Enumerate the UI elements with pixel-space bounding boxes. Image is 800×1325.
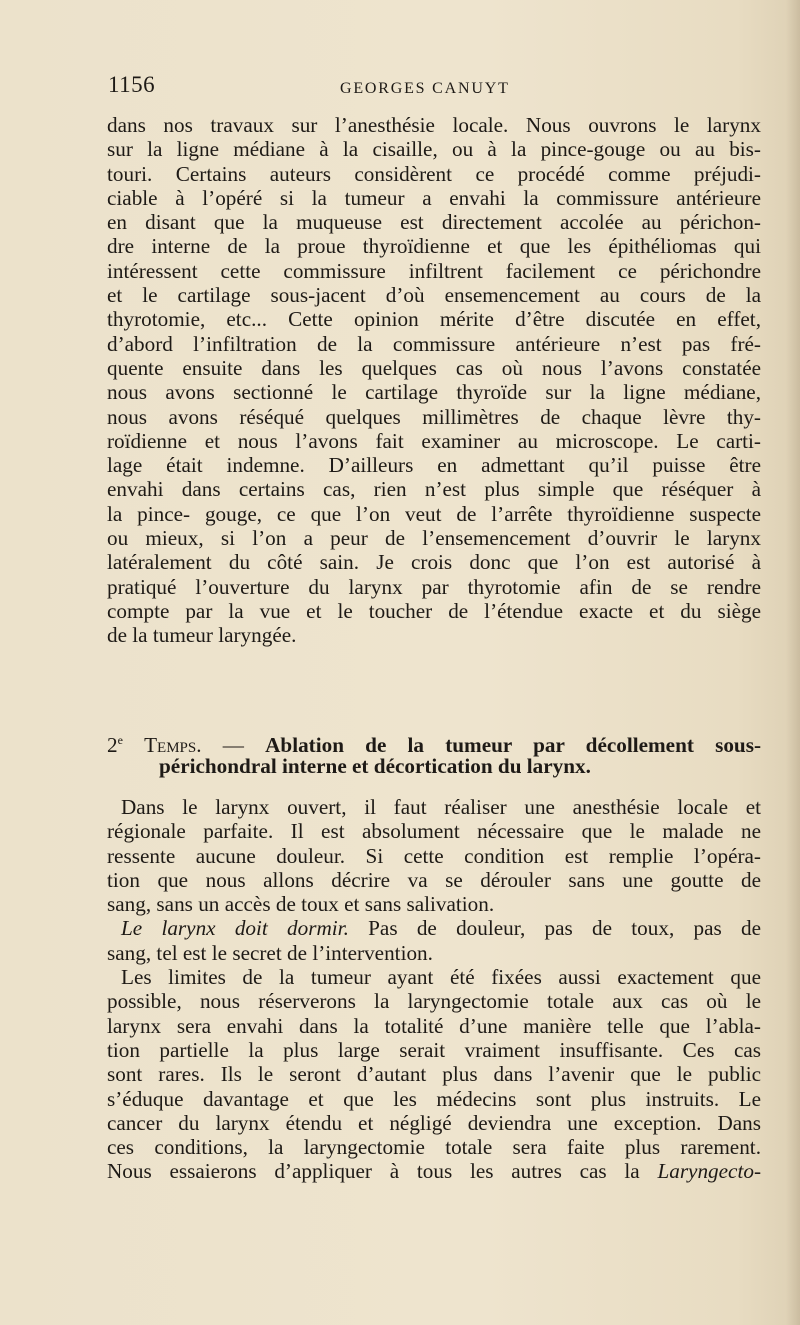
section-number: 2 — [107, 733, 118, 758]
text-line: possible, nous réserverons la laryngectomie totale aux cas où le — [107, 989, 761, 1014]
text-line: dans nos travaux sur l’anesthésie locale. Nous ouvrons le larynx — [107, 113, 761, 137]
text-line: régionale parfaite. Il est absolument nécessaire que le malade ne — [107, 819, 761, 844]
text-line: touri. Certains auteurs considèrent ce procédé comme préjudi- — [107, 161, 761, 186]
text-line: Dans le larynx ouvert, il faut réaliser une anesthésie locale et — [121, 795, 761, 819]
text-line: Les limites de la tumeur ayant été fixées aussi exactement que — [121, 965, 761, 990]
text-line: pratiqué l’ouverture du larynx par thyrotomie afin de se rendre — [107, 574, 761, 599]
page-edge-shadow — [786, 0, 800, 1325]
italic-term: Laryngecto- — [657, 1159, 761, 1184]
page-header — [108, 72, 764, 102]
text-line: la pince- gouge, ce que l’on veut de l’arrête thyroïdienne suspecte — [107, 501, 761, 526]
text-line: de la tumeur laryngée. — [107, 623, 297, 648]
text-line: et le cartilage sous-jacent d’où ensemencement au cours de la — [107, 283, 761, 308]
text-line: quente ensuite dans les quelques cas où nous l’avons constatée — [107, 355, 761, 380]
italic-lead: Le larynx doit dormir. — [121, 916, 349, 941]
section-label: Temps. — [144, 733, 202, 758]
text-line: ciable à l’opéré si la tumeur a envahi la commissure antérieure — [107, 185, 761, 210]
section-number-suffix: e — [117, 733, 123, 747]
text-line: s’éduque davantage et que les médecins sont plus instruits. Le — [107, 1086, 761, 1111]
text-line: ressente aucune douleur. Si cette condition est remplie l’opéra- — [107, 843, 761, 868]
text-line: ou mieux, si l’on a peur de l’ensemencement d’ouvrir le larynx — [107, 526, 761, 551]
text-line: thyrotomie, etc... Cette opinion mérite d’être discutée en effet, — [107, 307, 761, 332]
text-line: d’abord l’infiltration de la commissure antérieure n’est pas fré- — [107, 331, 761, 356]
text-line: sang, tel est le secret de l’intervention. — [107, 940, 433, 965]
paragraphs-after-heading — [107, 795, 761, 1184]
section-title-part-1: Ablation de la tumeur par décollement sous- — [265, 733, 762, 758]
text-line: latéralement du côté sain. Je crois donc que l’on est autorisé à — [107, 550, 761, 575]
text-line: intéressent cette commissure infiltrent facilement ce périchondre — [107, 258, 761, 283]
text-line: roïdienne et nous l’avons fait examiner au microscope. Le carti- — [107, 428, 761, 453]
text-line: compte par la vue et le toucher de l’étendue exacte et du siège — [107, 598, 761, 623]
running-head: GEORGES CANUYT — [340, 80, 510, 97]
text-line: nous avons sectionné le cartilage thyroïde sur la ligne médiane, — [107, 380, 761, 405]
section-dash: — — [222, 733, 244, 758]
section-heading — [107, 727, 761, 779]
section-heading-line-1 — [107, 727, 762, 758]
text-line: cancer du larynx étendu et négligé deviendra une exception. Dans — [107, 1110, 761, 1135]
text-line: ces conditions, la laryngectomie totale sera faite plus rarement. — [107, 1135, 761, 1160]
text-line: larynx sera envahi dans la totalité d’une manière telle que l’abla- — [107, 1013, 761, 1038]
text-line: sur la ligne médiane à la cisaille, ou à la pince-gouge ou au bis- — [107, 137, 761, 162]
text-line: tion partielle la plus large serait vraiment insuffisante. Ces cas — [107, 1037, 761, 1062]
text-line: en disant que la muqueuse est directement accolée au périchon- — [107, 210, 761, 235]
text-fragment: Pas de douleur, pas de toux, pas de — [348, 916, 762, 941]
text-fragment: Nous essaierons d’appliquer à tous les autres cas la — [107, 1159, 658, 1184]
text-line: sang, sans un accès de toux et sans salivation. — [107, 892, 495, 917]
text-line: lage était indemne. D’ailleurs en admettant qu’il puisse être — [107, 453, 761, 478]
text-line: nous avons réséqué quelques millimètres de chaque lèvre thy- — [107, 404, 761, 429]
text-line — [107, 1159, 761, 1183]
text-line: sont rares. Ils le seront d’autant plus dans l’avenir que le public — [107, 1062, 761, 1087]
text-line — [107, 916, 761, 940]
text-line: tion que nous allons décrire va se dérouler sans une goutte de — [107, 867, 761, 892]
paragraph-continued — [107, 113, 761, 648]
page-number: 1156 — [108, 72, 156, 97]
text-line: envahi dans certains cas, rien n’est plus simple que réséquer à — [107, 477, 761, 502]
text-line: dre interne de la proue thyroïdienne et que les épithéliomas qui — [107, 234, 761, 259]
section-title-part-2: périchondral interne et décortication du larynx. — [159, 754, 591, 778]
